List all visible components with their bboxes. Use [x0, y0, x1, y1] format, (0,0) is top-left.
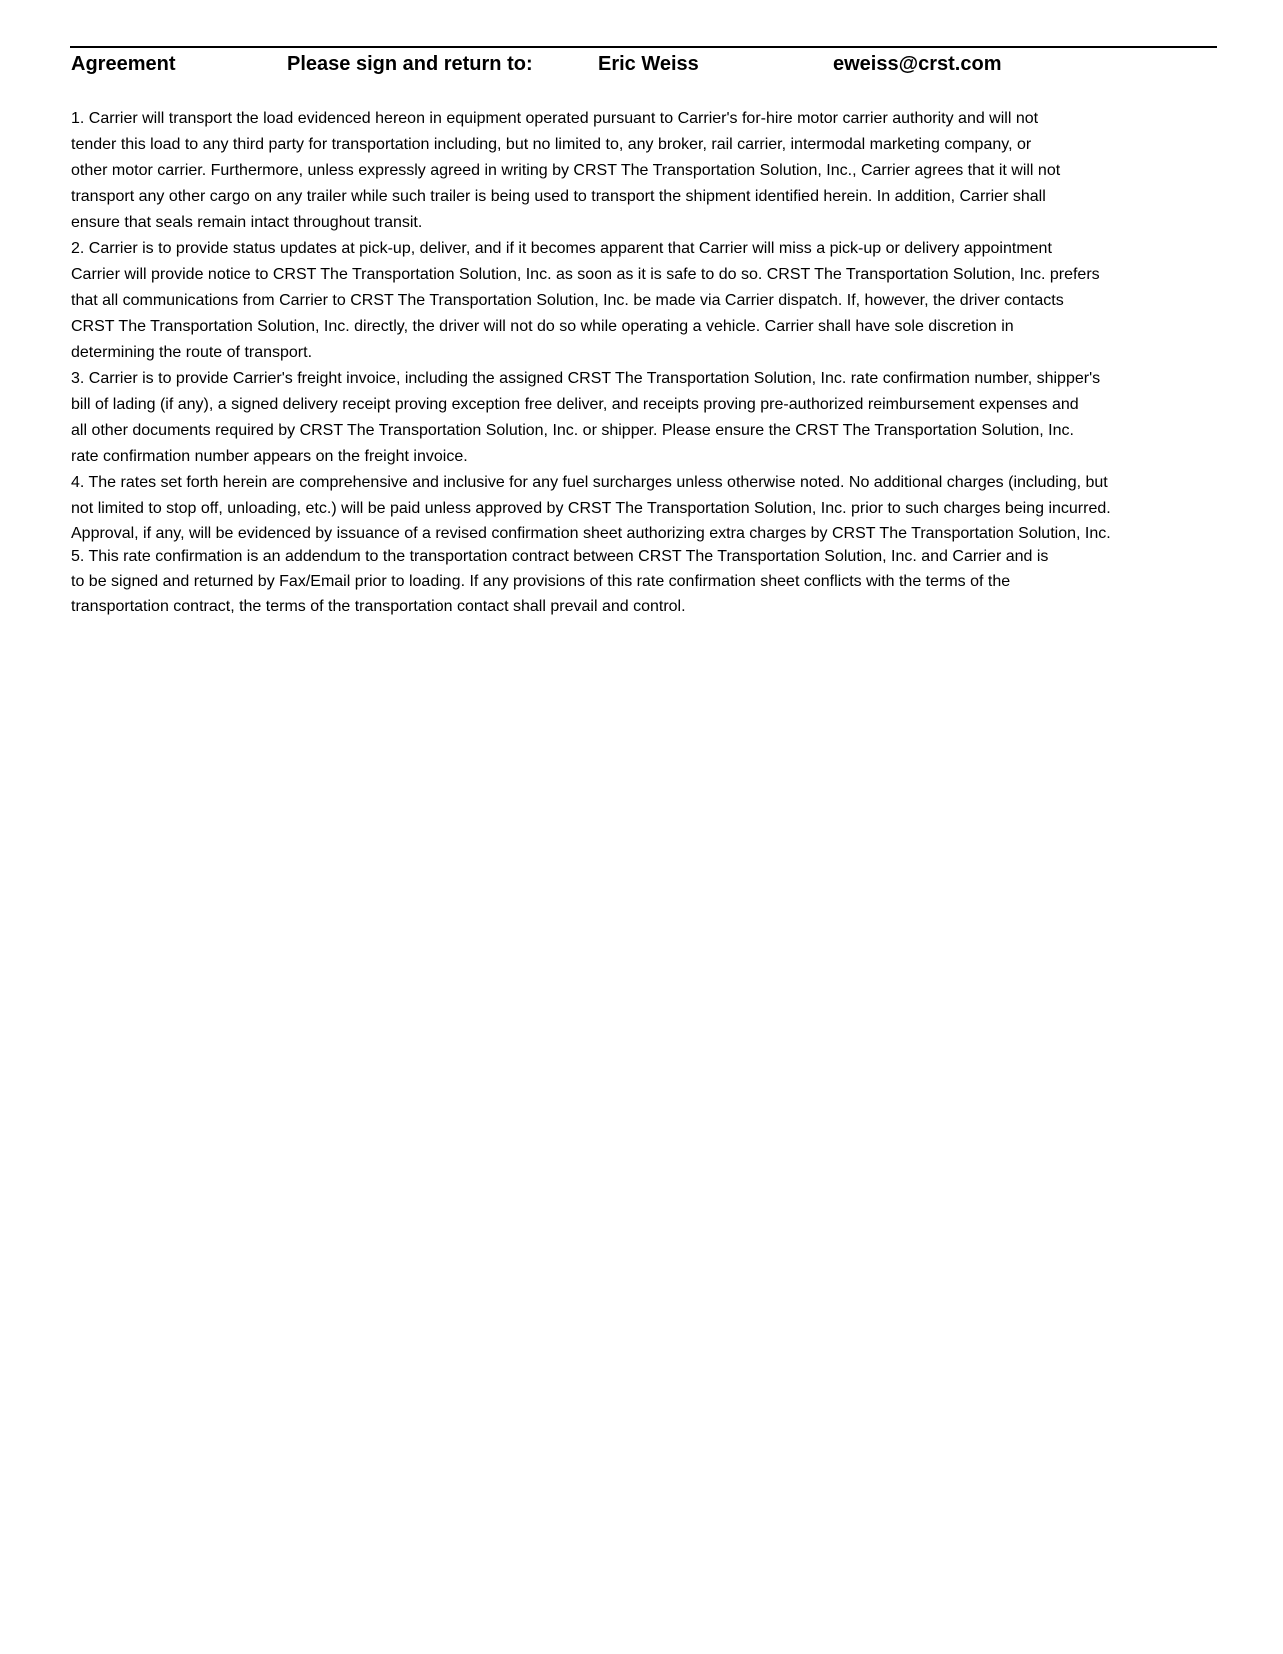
term-line: 1. Carrier will transport the load evidenced hereon in equipment operated pursuant to Carrier's for-hire motor carrier authority and will not: [71, 110, 1039, 127]
agreement-terms: [71, 106, 1206, 619]
term-4: [71, 470, 1206, 546]
term-5: [71, 544, 1206, 619]
term-line: 4. The rates set forth herein are comprehensive and inclusive for any fuel surcharges unless otherwise noted. No additional charges (including, but: [71, 474, 1108, 491]
term-line: 2. Carrier is to provide status updates at pick-up, deliver, and if it becomes apparent that Carrier will miss a pick-up or delivery appointment: [71, 240, 1052, 257]
term-line: all other documents required by CRST The Transportation Solution, Inc. or shipper. Please ensure the CRST The Transportation Solution, Inc.: [71, 422, 1074, 439]
term-line: bill of lading (if any), a signed delivery receipt proving exception free deliver, and receipts proving pre-authorized reimbursement expenses and: [71, 396, 1079, 413]
term-line: to be signed and returned by Fax/Email prior to loading. If any provisions of this rate confirmation sheet conflicts with the terms of the: [71, 573, 1011, 590]
term-line: 3. Carrier is to provide Carrier's freight invoice, including the assigned CRST The Transportation Solution, Inc. rate confirmation number, shipper's: [71, 370, 1101, 387]
term-line: CRST The Transportation Solution, Inc. directly, the driver will not do so while operating a vehicle. Carrier shall have sole discretion in: [71, 318, 1014, 335]
term-line: tender this load to any third party for transportation including, but no limited to, any broker, rail carrier, intermodal marketing company, or: [71, 136, 1032, 153]
header-contact-email[interactable]: eweiss@crst.com: [833, 53, 1002, 75]
header-instruction: Please sign and return to:: [287, 53, 533, 75]
term-2: [71, 236, 1206, 366]
header-title: Agreement: [71, 53, 176, 75]
term-line: 5. This rate confirmation is an addendum to the transportation contract between CRST The Transportation Solution, Inc. and Carrier and is: [71, 548, 1049, 565]
term-1: [71, 106, 1206, 236]
term-line: Carrier will provide notice to CRST The Transportation Solution, Inc. as soon as it is safe to do so. CRST The Transportation Solution, Inc. prefers: [71, 266, 1100, 283]
term-line: Approval, if any, will be evidenced by issuance of a revised confirmation sheet authorizing extra charges by CRST The Transportation Solution, Inc.: [71, 525, 1111, 542]
agreement-header: [71, 50, 1218, 78]
term-line: rate confirmation number appears on the freight invoice.: [71, 448, 468, 465]
top-divider: [70, 46, 1217, 48]
term-line: transportation contract, the terms of the transportation contact shall prevail and control.: [71, 598, 686, 615]
term-line: not limited to stop off, unloading, etc.) will be paid unless approved by CRST The Transportation Solution, Inc. prior to such charges being incurred.: [71, 500, 1111, 517]
term-line: that all communications from Carrier to CRST The Transportation Solution, Inc. be made via Carrier dispatch. If, however, the driver contacts: [71, 292, 1064, 309]
term-line: ensure that seals remain intact throughout transit.: [71, 214, 423, 231]
term-line: determining the route of transport.: [71, 344, 313, 361]
term-line: transport any other cargo on any trailer while such trailer is being used to transport the shipment identified herein. In addition, Carrier shall: [71, 188, 1046, 205]
term-line: other motor carrier. Furthermore, unless expressly agreed in writing by CRST The Transportation Solution, Inc., Carrier agrees that it will not: [71, 162, 1061, 179]
term-3: [71, 366, 1206, 470]
header-contact-name: Eric Weiss: [598, 53, 699, 75]
